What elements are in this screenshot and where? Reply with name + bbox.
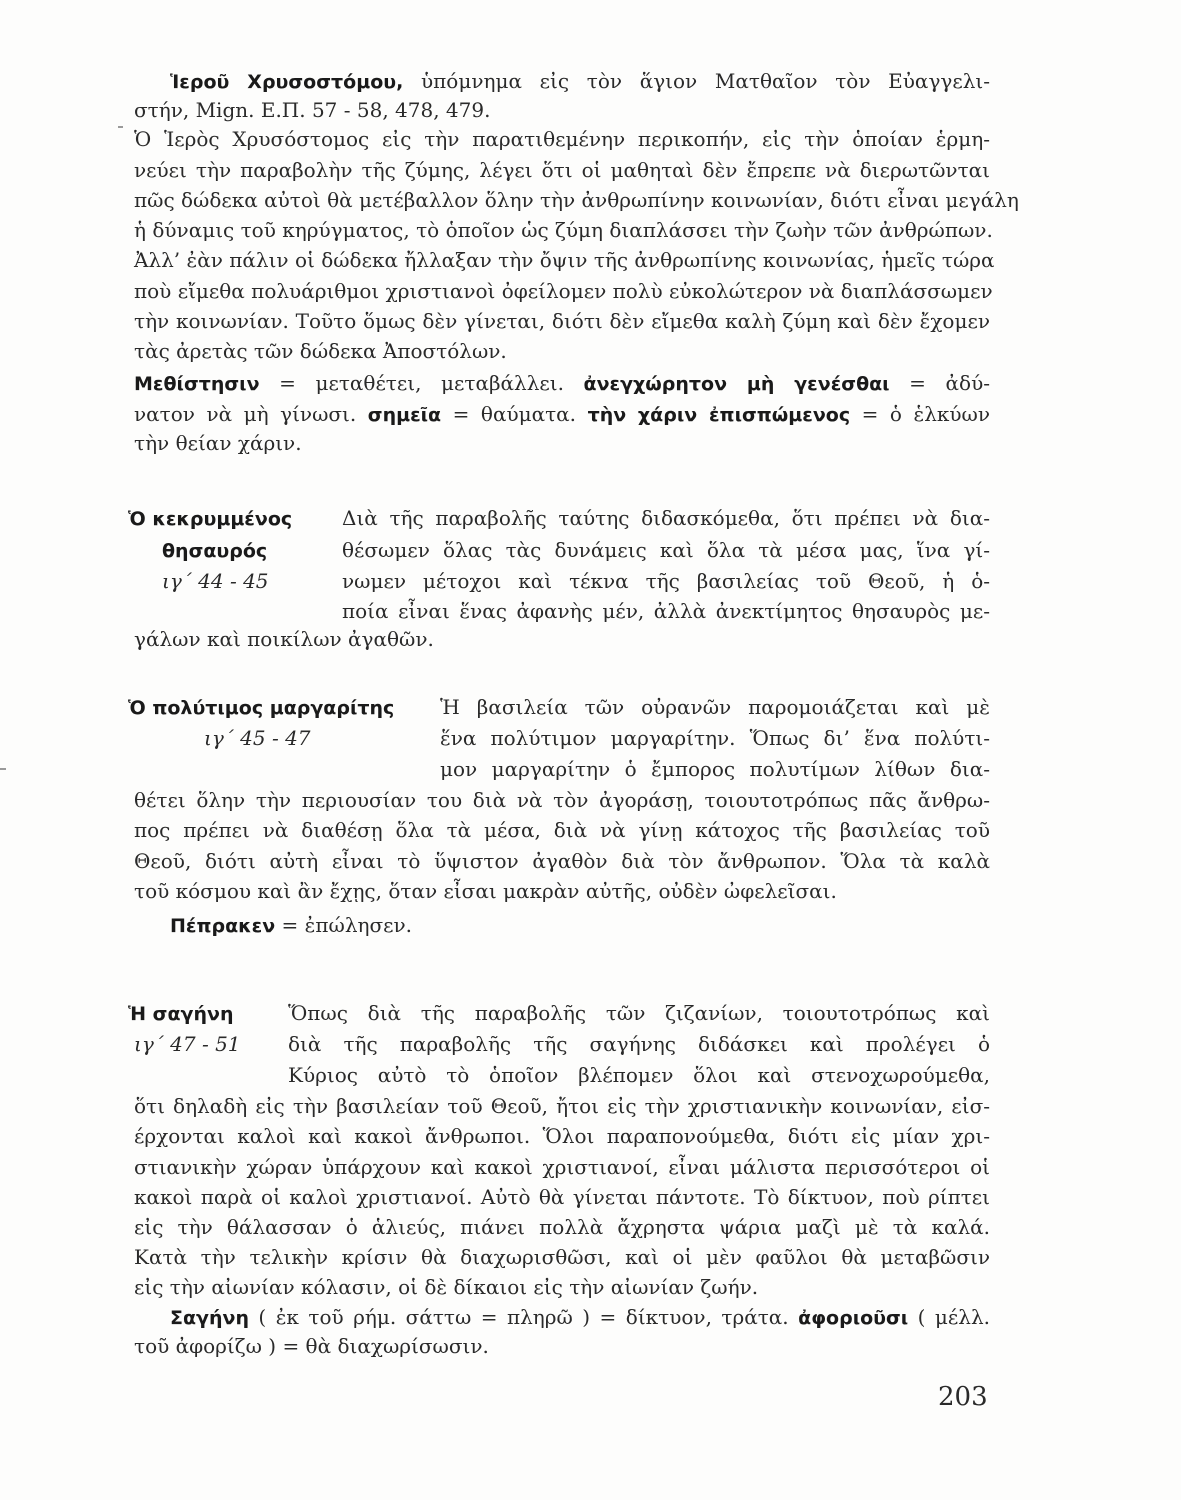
heading-hidden-treasure: Ὁ κεκρυμμένος: [128, 508, 293, 530]
hanging-line: Ὅπως διὰ τῆς παραβολῆς τῶν ζιζανίων, τοιουτοτρόπως καὶ: [288, 1001, 990, 1025]
hanging-line: ἕνα πολύτιμον μαργαρίτην. Ὅπως δι’ ἕνα πολύτι-: [440, 726, 990, 750]
text-line: εἰς τὴν θάλασσαν ὁ ἁλιεύς, πιάνει πολλὰ ἄχρηστα ψάρια μαζὶ μὲ τὰ καλά.: [134, 1215, 990, 1239]
text-line: στιανικὴν χώραν ὑπάρχουν καὶ κακοὶ χριστιανοί, εἶναι μάλιστα περισσότεροι οἱ: [134, 1155, 990, 1179]
gloss-sagene: Σαγήνη ( ἐκ τοῦ ρήμ. σάττω = πληρῶ ) = δίκτυον, τράτα. ἀφοριοῦσι ( μέλλ.: [170, 1305, 991, 1329]
page-number: 203: [938, 1382, 988, 1412]
bold-term: σημεῖα: [367, 404, 442, 426]
text-line: [134, 124, 990, 154]
hanging-line: Διὰ τῆς παραβολῆς ταύτης διδασκόμεθα, ὅτι πρέπει νὰ δια-: [342, 506, 990, 530]
text-line: εἰς τὴν αἰωνίαν κόλασιν, οἱ δὲ δίκαιοι εἰς τὴν αἰωνίαν ζωήν.: [134, 1275, 759, 1299]
ref-net: ιγ´ 47 - 51: [134, 1032, 241, 1056]
hanging-line: θέσωμεν ὅλας τὰς δυνάμεις καὶ ὅλα τὰ μέσα μας, ἵνα γί-: [342, 538, 990, 562]
bold-term: τὴν χάριν ἐπισπώμενος: [587, 404, 851, 426]
text-segment: νεύει τὴν παραβολὴν τῆς ζύμης, λέγει ὅτι οἱ μαθηταὶ δὲν ἔπρεπε νὰ διερωτῶνται: [134, 158, 990, 182]
gloss-peprake: Πέπρακεν = ἐπώλησεν.: [170, 913, 413, 937]
text-line: [134, 215, 993, 245]
text-line: πος πρέπει νὰ διαθέσῃ ὅλα τὰ μέσα, διὰ νὰ γίνῃ κάτοχος τῆς βασιλείας τοῦ: [134, 818, 990, 842]
text-segment: = θαύματα.: [441, 402, 588, 426]
text-line: [134, 276, 993, 306]
text-segment: = ἀδύ-: [889, 371, 990, 395]
text-segment: νατον νὰ μὴ γίνωσι.: [134, 402, 368, 426]
hidden-treasure-tail: γάλων καὶ ποικίλων ἀγαθῶν.: [134, 627, 434, 651]
text-line: [134, 185, 1019, 215]
text-line: [134, 245, 995, 275]
hanging-line: Κύριος αὐτὸ τὸ ὁποῖον βλέπομεν ὅλοι καὶ στενοχωρούμεθα,: [288, 1063, 990, 1087]
text-line: [134, 336, 990, 366]
text-line: [134, 306, 990, 336]
text-line: Κατὰ τὴν τελικὴν κρίσιν θὰ διαχωρισθῶσι, καὶ οἱ μὲν φαῦλοι θὰ μεταβῶσιν: [134, 1245, 990, 1269]
text-segment: = ὁ ἑλκύων: [850, 402, 991, 426]
heading-net: Ἡ σαγήνη: [128, 1003, 234, 1025]
text-segment: = μεταθέτει, μεταβάλλει.: [259, 371, 584, 395]
hanging-line: νωμεν μέτοχοι καὶ τέκνα τῆς βασιλείας τοῦ Θεοῦ, ἡ ὁ-: [342, 569, 990, 593]
bold-term: Μεθίστησιν: [134, 373, 260, 395]
text-line: [134, 155, 990, 185]
text-line: Θεοῦ, διότι αὐτὴ εἶναι τὸ ὕψιστον ἀγαθὸν διὰ τὸν ἄνθρωπον. Ὅλα τὰ καλὰ: [134, 849, 990, 873]
hanging-line: ποία εἶναι ἕνας ἀφανὴς μέν, ἀλλὰ ἀνεκτίμητος θησαυρὸς με-: [342, 599, 990, 623]
hanging-line: μον μαργαρίτην ὁ ἔμπορος πολυτίμων λίθων δια-: [440, 757, 990, 781]
bold-term: ἀνεγχώρητον μὴ γενέσθαι: [583, 373, 890, 395]
scan-edge-mark: [0, 768, 6, 770]
bold-term: Ἱεροῦ Χρυσοστόμου,: [170, 71, 404, 93]
text-line: [134, 428, 990, 458]
text-line: [134, 368, 990, 399]
text-line: κακοὶ παρὰ οἱ καλοὶ χριστιανοί. Αὐτὸ θὰ γίνεται πάντοτε. Τὸ δίκτυον, ποὺ ρίπτει: [134, 1185, 990, 1209]
text-segment: τὴν κοινωνίαν. Τοῦτο ὅμως δὲν γίνεται, διότι δὲν εἴμεθα καλὴ ζύμη καὶ δὲν ἔχομεν: [134, 309, 990, 333]
text-line: [134, 95, 990, 125]
text-segment: στήν, Mign. Ε.Π. 57 - 58, 478, 479.: [134, 98, 491, 122]
text-line: [134, 399, 990, 430]
text-segment: Ὁ Ἱερὸς Χρυσόστομος εἰς τὴν παρατιθεμένην περικοπήν, εἰς τὴν ὁποίαν ἑρμη-: [134, 127, 990, 151]
ref-pearl: ιγ´ 45 - 47: [204, 726, 311, 750]
hanging-line: Ἡ βασιλεία τῶν οὐρανῶν παρομοιάζεται καὶ μὲ: [440, 695, 990, 719]
text-segment: τὴν θείαν χάριν.: [134, 431, 302, 455]
hanging-line: διὰ τῆς παραβολῆς τῆς σαγήνης διδάσκει καὶ προλέγει ὁ: [288, 1032, 990, 1056]
text-line: έρχονται καλοὶ καὶ κακοὶ ἄνθρωποι. Ὅλοι παραπονούμεθα, διότι εἰς μίαν χρι-: [134, 1124, 990, 1148]
scan-mark: [118, 126, 123, 128]
heading-pearl: Ὁ πολύτιμος μαργαρίτης: [128, 697, 395, 719]
text-line: [170, 66, 990, 97]
text-segment: πῶς δώδεκα αὐτοὶ θὰ μετέβαλλον ὅλην τὴν ἀνθρωπίνην κοινωνίαν, διότι εἶναι μεγάλη: [134, 188, 1019, 212]
text-segment: ποὺ εἴμεθα πολυάριθμοι χριστιανοὶ ὀφείλομεν πολὺ εὐκολώτερον νὰ διαπλάσσωμεν: [134, 279, 993, 303]
text-segment: ὑπόμνημα εἰς τὸν ἅγιον Ματθαῖον τὸν Εὐαγγελι-: [403, 69, 990, 93]
text-line: ὅτι δηλαδὴ εἰς τὴν βασιλείαν τοῦ Θεοῦ, ἤτοι εἰς τὴν χριστιανικὴν κοινωνίαν, εἰσ-: [134, 1094, 990, 1118]
gloss-aphorizo: τοῦ ἀφορίζω ) = θὰ διαχωρίσωσιν.: [134, 1334, 489, 1358]
text-line: θέτει ὅλην τὴν περιουσίαν του διὰ νὰ τὸν ἀγοράσῃ, τοιουτοτρόπως πᾶς ἄνθρω-: [134, 788, 990, 812]
ref-hidden-treasure: ιγ´ 44 - 45: [162, 569, 269, 593]
text-segment: Ἀλλ’ ἐὰν πάλιν οἱ δώδεκα ἤλλαξαν τὴν ὄψιν τῆς ἀνθρωπίνης κοινωνίας, ἡμεῖς τώρα: [134, 248, 995, 272]
text-segment: ἡ δύναμις τοῦ κηρύγματος, τὸ ὁποῖον ὡς ζύμη διαπλάσσει τὴν ζωὴν τῶν ἀνθρώπων.: [134, 218, 993, 242]
text-segment: τὰς ἀρετὰς τῶν δώδεκα Ἀποστόλων.: [134, 339, 507, 363]
text-line: τοῦ κόσμου καὶ ἂν ἔχῃς, ὅταν εἶσαι μακρὰν αὐτῆς, οὐδὲν ὠφελεῖσαι.: [134, 879, 837, 903]
heading-hidden-treasure-2: θησαυρός: [162, 540, 268, 562]
